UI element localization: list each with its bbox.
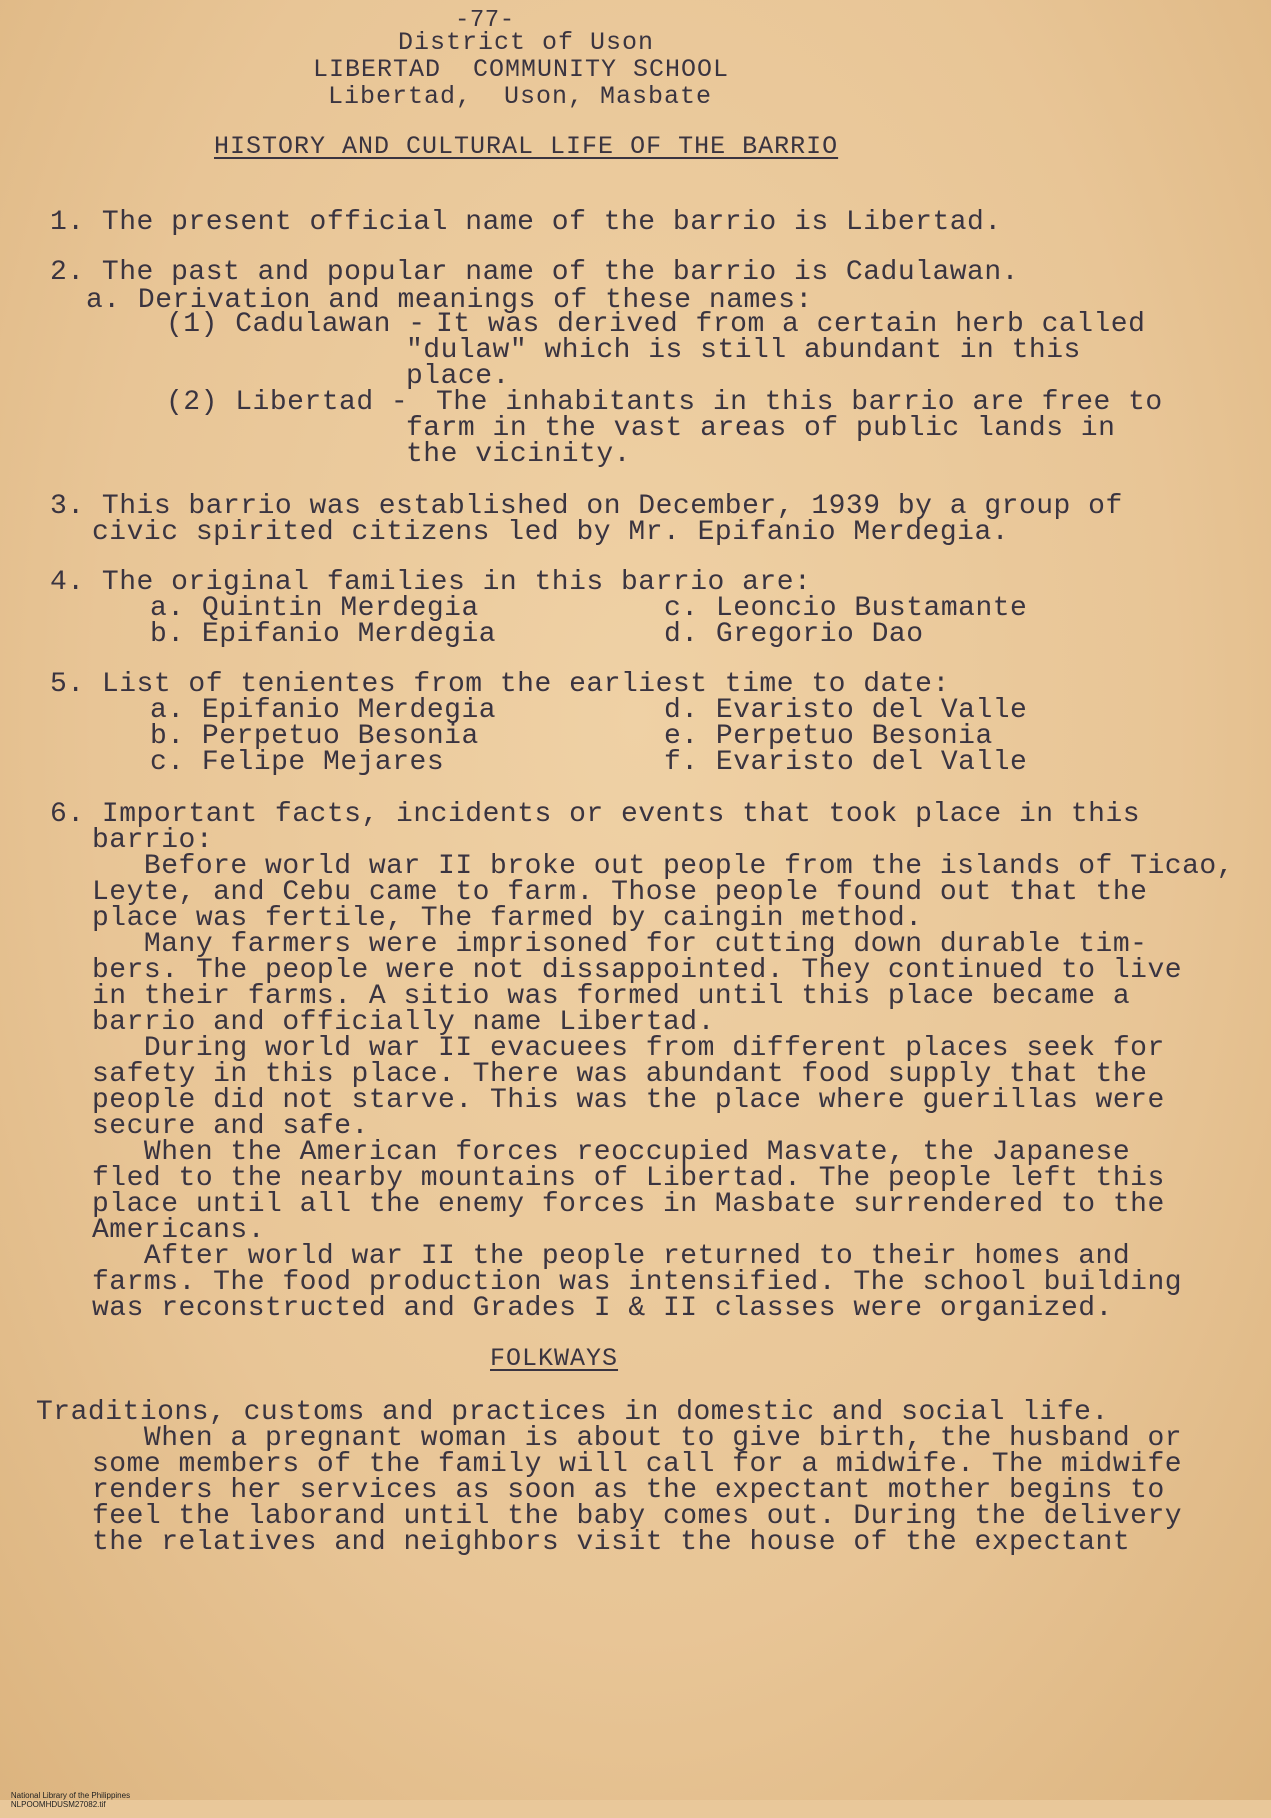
teniente-c: c. Felipe Mejares bbox=[150, 747, 445, 778]
folkways-line: When a pregnant woman is about to give birth, the husband or bbox=[92, 1423, 1183, 1454]
history-line: farms. The food production was intensified. The school building bbox=[92, 1267, 1183, 1298]
folkways-line: the relatives and neighbors visit the house of the expectant bbox=[92, 1527, 1131, 1558]
scan-footer bbox=[2, 1782, 148, 1818]
item-2: 2. The past and popular name of the barrio is Cadulawan. bbox=[50, 257, 1019, 288]
teniente-f: f. Evaristo del Valle bbox=[664, 747, 1028, 778]
document-title: HISTORY AND CULTURAL LIFE OF THE BARRIO bbox=[214, 132, 839, 161]
derivation-2-line-2: farm in the vast areas of public lands in bbox=[406, 413, 1116, 444]
history-line: fled to the nearby mountains of Libertad. The people left this bbox=[92, 1163, 1165, 1194]
history-line: bers. The people were not dissappointed. They continued to live bbox=[92, 955, 1183, 986]
school-name: LIBERTAD COMMUNITY SCHOOL bbox=[313, 55, 730, 84]
folkways-heading: FOLKWAYS bbox=[490, 1344, 619, 1373]
item-3-line-2: civic spirited citizens led by Mr. Epifanio Merdegia. bbox=[92, 517, 1010, 548]
history-line: barrio and officially name Libertad. bbox=[92, 1007, 715, 1038]
history-line: During world war II evacuees from different places seek for bbox=[92, 1033, 1165, 1064]
history-line: When the American forces reoccupied Masvate, the Japanese bbox=[92, 1137, 1131, 1168]
teniente-a: a. Epifanio Merdegia bbox=[150, 695, 497, 726]
teniente-b: b. Perpetuo Besonia bbox=[150, 721, 479, 752]
derivation-1-line-2: "dulaw" which is still abundant in this bbox=[406, 335, 1081, 366]
derivation-1-line-3: place. bbox=[406, 361, 510, 392]
page-number: -77- bbox=[455, 7, 515, 34]
history-line: in their farms. A sitio was formed until this place became a bbox=[92, 981, 1131, 1012]
family-c: c. Leoncio Bustamante bbox=[664, 593, 1028, 624]
item-3-line-1: 3. This barrio was established on December, 1939 by a group of bbox=[50, 491, 1123, 522]
derivation-2-label: (2) Libertad - bbox=[166, 387, 409, 418]
teniente-e: e. Perpetuo Besonia bbox=[664, 721, 993, 752]
history-line: Leyte, and Cebu came to farm. Those people found out that the bbox=[92, 877, 1148, 908]
derivation-2-line-3: the vicinity. bbox=[406, 439, 631, 470]
teniente-d: d. Evaristo del Valle bbox=[664, 695, 1028, 726]
item-6-line-2: barrio: bbox=[92, 825, 214, 856]
folkways-line: some members of the family will call for a midwife. The midwife bbox=[92, 1449, 1183, 1480]
history-line: Many farmers were imprisoned for cutting down durable tim- bbox=[92, 929, 1148, 960]
derivation-1-label: (1) Cadulawan - bbox=[166, 309, 426, 340]
school-address: Libertad, Uson, Masbate bbox=[328, 82, 713, 111]
footer-filename: NLPOOMHDUSM27082.tif bbox=[10, 1800, 106, 1809]
folkways-line: feel the laborand until the baby comes out. During the delivery bbox=[92, 1501, 1183, 1532]
item-2a: a. Derivation and meanings of these names: bbox=[86, 285, 813, 316]
district-line: District of Uson bbox=[398, 28, 655, 57]
item-4: 4. The original families in this barrio are: bbox=[50, 567, 812, 598]
history-line: Americans. bbox=[92, 1215, 266, 1246]
history-line: was reconstructed and Grades I & II classes were organized. bbox=[92, 1293, 1113, 1324]
derivation-2-line-1: The inhabitants in this barrio are free to bbox=[436, 387, 1163, 418]
folkways-line: renders her services as soon as the expectant mother begins to bbox=[92, 1475, 1165, 1506]
folkways-intro: Traditions, customs and practices in domestic and social life. bbox=[36, 1397, 1109, 1428]
item-1: 1. The present official name of the barrio is Libertad. bbox=[50, 207, 1002, 238]
footer-library: National Library of the Philippines bbox=[10, 1791, 131, 1800]
history-line: place until all the enemy forces in Masbate surrendered to the bbox=[92, 1189, 1165, 1220]
history-line: Before world war II broke out people from the islands of Ticao, bbox=[92, 851, 1234, 882]
history-line: secure and safe. bbox=[92, 1111, 369, 1142]
history-line: After world war II the people returned to their homes and bbox=[92, 1241, 1131, 1272]
family-d: d. Gregorio Dao bbox=[664, 619, 924, 650]
item-5: 5. List of tenientes from the earliest time to date: bbox=[50, 669, 950, 700]
family-b: b. Epifanio Merdegia bbox=[150, 619, 497, 650]
item-6-line-1: 6. Important facts, incidents or events that took place in this bbox=[50, 799, 1141, 830]
history-line: safety in this place. There was abundant food supply that the bbox=[92, 1059, 1148, 1090]
family-a: a. Quintin Merdegia bbox=[150, 593, 479, 624]
history-line: place was fertile, The farmed by caingin method. bbox=[92, 903, 923, 934]
history-line: people did not starve. This was the place where guerillas were bbox=[92, 1085, 1165, 1116]
derivation-1-line-1: It was derived from a certain herb called bbox=[436, 309, 1146, 340]
